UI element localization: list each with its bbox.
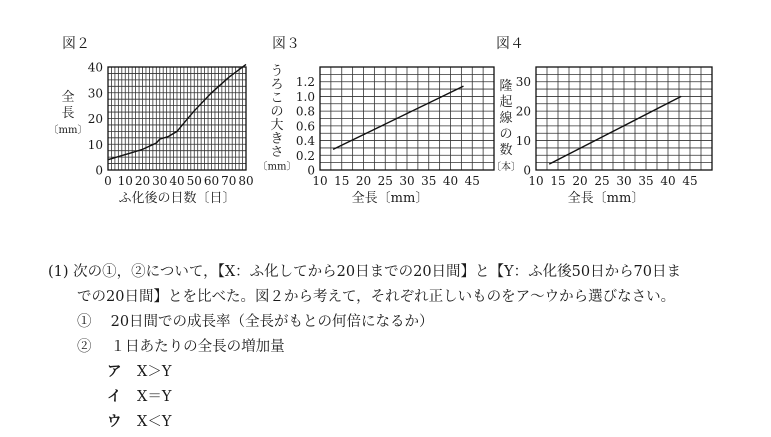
- option-a-text: X＞Y: [137, 364, 172, 380]
- question-item-2: ② １日あたりの全長の増加量: [77, 339, 285, 355]
- figure-2: [49, 36, 254, 206]
- x-tick-label: 20: [572, 174, 588, 188]
- x-tick-label: 40: [169, 174, 185, 188]
- x-tick-label: 35: [638, 174, 654, 188]
- y-tick-label: 0.2: [295, 148, 315, 163]
- x-tick-label: 70: [221, 174, 237, 188]
- y-tick-label: 30: [515, 75, 531, 90]
- x-tick-label: 30: [399, 174, 415, 188]
- x-tick-label: 80: [238, 174, 254, 188]
- x-tick-label: 0: [104, 174, 112, 188]
- x-tick-label: 30: [616, 174, 632, 188]
- figure-label: 図４: [496, 36, 524, 52]
- figure-4: [491, 36, 712, 206]
- x-tick-label: 25: [594, 174, 610, 188]
- option-i-letter: イ: [107, 388, 122, 405]
- option-a-letter: ア: [107, 363, 122, 380]
- option-i-text: X＝Y: [137, 389, 172, 405]
- option-u[interactable]: [107, 412, 171, 432]
- x-tick-label: 45: [464, 174, 480, 188]
- x-tick-label: 40: [660, 174, 676, 188]
- x-tick-label: 30: [152, 174, 168, 188]
- y-axis-label: うろこの大きさ〔mm〕: [257, 64, 297, 173]
- x-tick-label: 15: [550, 174, 566, 188]
- y-tick-label: 1.0: [295, 89, 315, 104]
- question-line-1: (1) 次の①，②について，【X：ふ化してから20日までの20日間】と【Y：ふ化後50日から70日ま: [48, 264, 682, 280]
- y-tick-label: 10: [515, 134, 531, 149]
- y-tick-label: 30: [87, 86, 103, 101]
- option-u-text: X＜Y: [137, 414, 172, 430]
- figure-label: 図３: [272, 36, 300, 52]
- y-tick-label: 40: [87, 60, 103, 75]
- x-tick-label: 10: [117, 174, 133, 188]
- option-u-letter: ウ: [107, 413, 122, 430]
- y-tick-label: 20: [515, 104, 531, 119]
- y-axis-label: 全長〔mm〕: [48, 90, 88, 136]
- y-tick-label: 0.4: [295, 134, 315, 149]
- x-tick-label: 25: [377, 174, 393, 188]
- x-axis-label: ふ化後の日数〔日〕: [118, 191, 236, 206]
- y-tick-label: 0.8: [295, 104, 315, 119]
- question-item-1: ① 20日間での成長率（全長がもとの何倍になるか）: [77, 314, 434, 330]
- x-tick-label: 60: [203, 174, 220, 188]
- x-tick-label: 40: [442, 174, 459, 188]
- y-tick-label: 0.6: [295, 119, 315, 134]
- option-a[interactable]: [107, 362, 171, 382]
- x-tick-label: 10: [528, 174, 544, 188]
- x-axis-label: 全長〔mm〕: [351, 191, 429, 206]
- y-tick-label: 0: [307, 163, 315, 178]
- option-i[interactable]: [107, 387, 171, 407]
- y-axis-label: 隆起線の数〔本〕: [491, 79, 521, 173]
- x-tick-label: 10: [312, 174, 328, 188]
- x-tick-label: 45: [682, 174, 698, 188]
- y-tick-label: 0: [523, 163, 531, 178]
- x-tick-label: 20: [134, 174, 151, 188]
- x-tick-label: 50: [186, 174, 202, 188]
- x-tick-label: 35: [421, 174, 437, 188]
- figure-3: [258, 36, 494, 206]
- y-tick-label: 1.2: [295, 75, 315, 90]
- x-tick-label: 20: [355, 174, 372, 188]
- question-line-2: での20日間】とを比べた。図２から考えて，それぞれ正しいものをア～ウから選びなさい。: [77, 289, 676, 305]
- y-tick-label: 0: [95, 163, 103, 178]
- figure-label: 図２: [62, 36, 90, 52]
- y-tick-label: 20: [87, 112, 103, 126]
- x-tick-label: 15: [334, 174, 350, 188]
- y-tick-label: 10: [87, 137, 103, 152]
- x-axis-label: 全長〔mm〕: [567, 191, 645, 206]
